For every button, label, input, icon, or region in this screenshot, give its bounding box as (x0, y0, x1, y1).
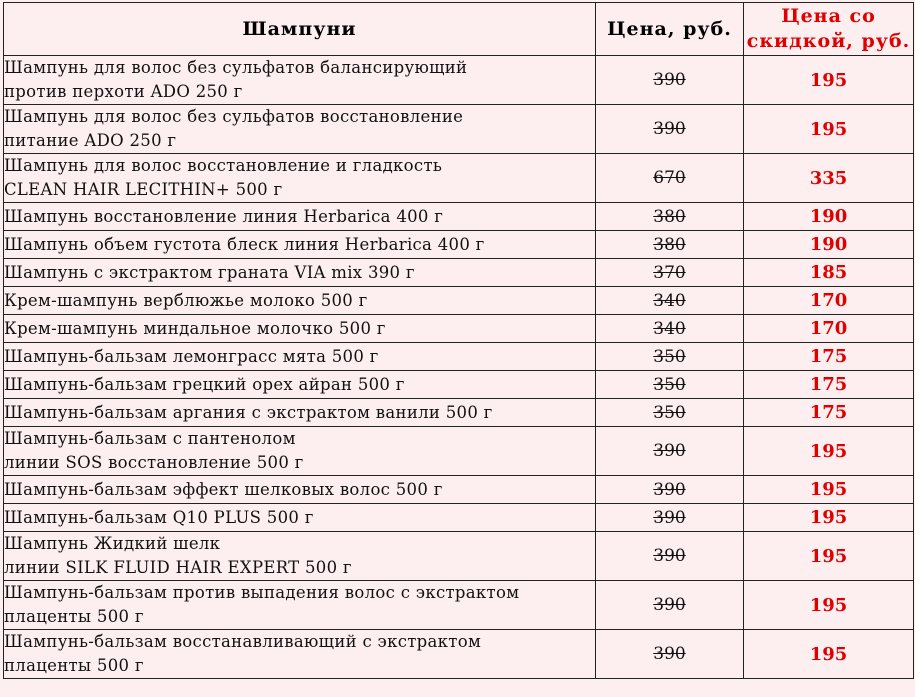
product-name (4, 630, 596, 679)
table-row (4, 231, 914, 259)
table-row (4, 427, 914, 476)
discount-price: 195 (744, 56, 914, 105)
table-row (4, 399, 914, 427)
product-name (4, 371, 596, 399)
old-price: 390 (596, 56, 744, 105)
product-name (4, 476, 596, 504)
discount-price: 195 (744, 476, 914, 504)
discount-price: 195 (744, 427, 914, 476)
table-row (4, 203, 914, 231)
discount-price: 195 (744, 581, 914, 630)
discount-price: 170 (744, 315, 914, 343)
product-name-line1: Шампунь-бальзам аргания с экстрактом ванили 500 г (4, 402, 493, 422)
header-discount (744, 3, 914, 56)
old-price: 390 (596, 630, 744, 679)
product-name-line1: Шампунь-бальзам лемонграсс мята 500 г (4, 346, 379, 366)
discount-price: 195 (744, 532, 914, 581)
table-row (4, 154, 914, 203)
table-row (4, 343, 914, 371)
product-name (4, 154, 596, 203)
product-name (4, 231, 596, 259)
product-name (4, 532, 596, 581)
table-row (4, 476, 914, 504)
discount-price: 195 (744, 504, 914, 532)
old-price: 390 (596, 105, 744, 154)
product-name-line1: Крем-шампунь миндальное молочко 500 г (4, 318, 386, 338)
old-price: 390 (596, 532, 744, 581)
product-name-line1: Шампунь для волос без сульфатов балансирующий (4, 58, 468, 77)
product-name (4, 399, 596, 427)
discount-price: 195 (744, 105, 914, 154)
product-name-line1: Шампунь-бальзам с пантенолом (4, 429, 296, 448)
product-name-line1: Шампунь для волос восстановление и гладкость (4, 156, 443, 175)
discount-price: 185 (744, 259, 914, 287)
header-price: Цена, руб. (596, 3, 744, 56)
header-discount-line2: скидкой, руб. (746, 30, 911, 52)
product-name (4, 105, 596, 154)
table-row (4, 287, 914, 315)
old-price: 390 (596, 476, 744, 504)
product-name-line1: Шампунь Жидкий шелк (4, 534, 221, 553)
discount-price: 190 (744, 231, 914, 259)
product-name-line1: Шампунь-бальзам грецкий орех айран 500 г (4, 374, 405, 394)
old-price: 390 (596, 504, 744, 532)
table-row (4, 56, 914, 105)
product-name-line2: линии SOS восстановление 500 г (4, 453, 304, 472)
table-row (4, 259, 914, 287)
discount-price: 190 (744, 203, 914, 231)
product-name-line1: Шампунь-бальзам эффект шелковых волос 500 г (4, 479, 443, 499)
product-name (4, 56, 596, 105)
product-name-line1: Шампунь объем густота блеск линия Herbarica 400 г (4, 234, 485, 254)
old-price: 340 (596, 315, 744, 343)
product-name (4, 427, 596, 476)
product-name-line1: Шампунь-бальзам против выпадения волос с экстрактом (4, 583, 520, 602)
old-price: 350 (596, 399, 744, 427)
product-name-line2: CLEAN HAIR LECITHIN+ 500 г (4, 180, 283, 199)
product-name-line1: Шампунь для волос без сульфатов восстановление (4, 107, 464, 126)
product-name-line2: плаценты 500 г (4, 656, 144, 675)
product-name-line2: против перхоти ADO 250 г (4, 82, 243, 101)
product-name-line1: Шампунь восстановление линия Herbarica 400 г (4, 206, 444, 226)
old-price: 370 (596, 259, 744, 287)
header-discount-line1: Цена со (781, 5, 876, 27)
product-name-line1: Шампунь-бальзам Q10 PLUS 500 г (4, 507, 314, 527)
product-name-line2: плаценты 500 г (4, 607, 144, 626)
old-price: 340 (596, 287, 744, 315)
product-name (4, 259, 596, 287)
table-row (4, 371, 914, 399)
product-name-line1: Шампунь с экстрактом граната VIA mix 390 г (4, 262, 415, 282)
discount-price: 175 (744, 343, 914, 371)
old-price: 390 (596, 581, 744, 630)
price-table (3, 2, 914, 679)
discount-price: 195 (744, 630, 914, 679)
product-name (4, 287, 596, 315)
discount-price: 335 (744, 154, 914, 203)
product-name (4, 203, 596, 231)
table-row (4, 105, 914, 154)
discount-price: 170 (744, 287, 914, 315)
discount-price: 175 (744, 371, 914, 399)
table-row (4, 630, 914, 679)
old-price: 670 (596, 154, 744, 203)
product-name (4, 343, 596, 371)
old-price: 380 (596, 231, 744, 259)
table-body (4, 56, 914, 679)
old-price: 390 (596, 427, 744, 476)
table-header-row (4, 3, 914, 56)
table-row (4, 532, 914, 581)
table-row (4, 504, 914, 532)
product-name (4, 315, 596, 343)
old-price: 380 (596, 203, 744, 231)
product-name-line1: Шампунь-бальзам восстанавливающий с экстрактом (4, 632, 482, 651)
table-row (4, 581, 914, 630)
header-name: Шампуни (4, 3, 596, 56)
product-name (4, 581, 596, 630)
old-price: 350 (596, 343, 744, 371)
product-name-line2: питание ADO 250 г (4, 131, 177, 150)
product-name-line1: Крем-шампунь верблюжье молоко 500 г (4, 290, 368, 310)
table-row (4, 315, 914, 343)
discount-price: 175 (744, 399, 914, 427)
old-price: 350 (596, 371, 744, 399)
product-name-line2: линии SILK FLUID HAIR EXPERT 500 г (4, 558, 352, 577)
product-name (4, 504, 596, 532)
